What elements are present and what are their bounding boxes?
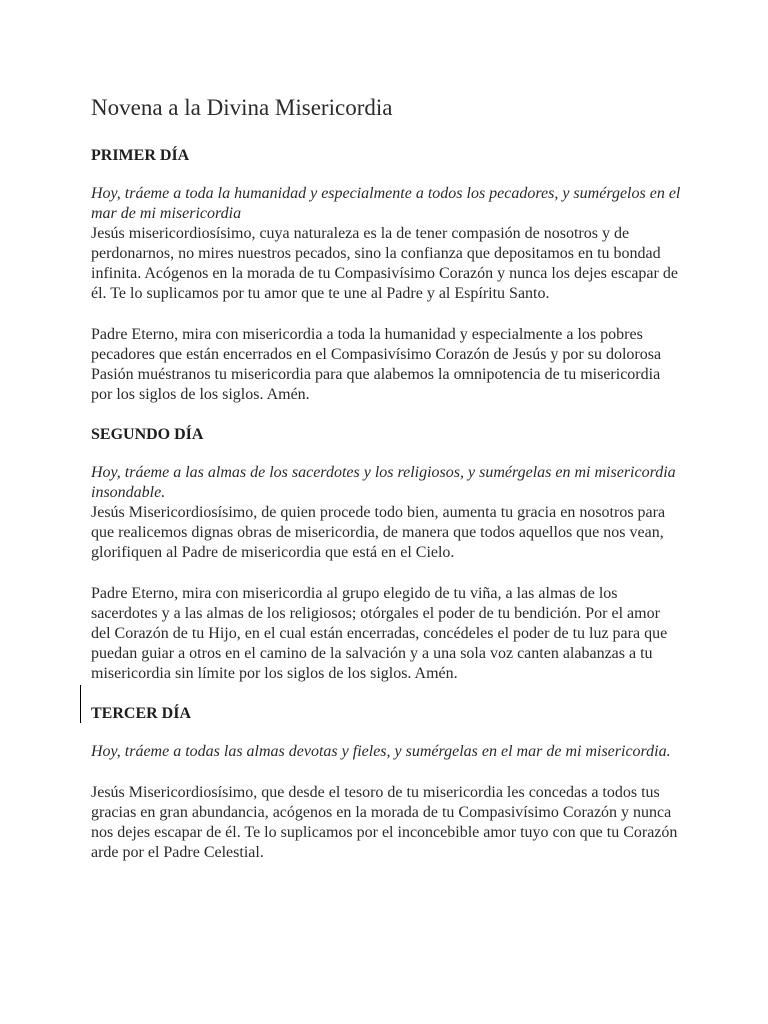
day-prayer-1b: Padre Eterno, mira con misericordia a toda la humanidad y especialmente a los pobres pecadores que están encerrados en el Compasivísimo Corazón de Jesús y por su dolorosa Pasión muéstranos tu misericordia para que alabemos la omnipotencia de tu misericordia por los siglos de los siglos. Amén. [91,326,662,403]
day-heading-1: PRIMER DÍA [91,147,190,164]
document-title: Novena a la Divina Misericordia [91,95,393,120]
section-segundo-dia [91,424,681,684]
day-prayer-2a: Jesús Misericordiosísimo, de quien procede todo bien, aumenta tu gracia en nosotros para que realicemos dignas obras de misericordia, de manera que todos aquellos que nos vean, glorifiquen al Padre de misericordia que está en el Cielo. [91,504,666,561]
text-cursor [80,685,81,723]
day-heading-3: TERCER DÍA [91,705,192,722]
day-heading-2: SEGUNDO DÍA [91,426,204,443]
day-prayer-1a: Jesús misericordiosísimo, cuya naturaleza es la de tener compasión de nosotros y de perdonarnos, no mires nuestros pecados, sino la confianza que depositamos en tu bondad infinita. Acógenos en la morada de tu Compasivísimo Corazón y nunca los dejes escapar de él. Te lo suplicamos por tu amor que te une al Padre y al Espíritu Santo. [91,225,678,302]
day-prayer-2b: Padre Eterno, mira con misericordia al grupo elegido de tu viña, a las almas de los sacerdotes y a las almas de los religiosos; otórgales el poder de tu bendición. Por el amor del Corazón de tu Hijo, en el cual están encerradas, concédeles el poder de tu luz para que puedan guiar a otros en el camino de la salvación y a una sola voz canten alabanzas a tu misericordia sin límite por los siglos de los siglos. Amén. [91,585,668,682]
day-prayer-3a: Jesús Misericordiosísimo, que desde el tesoro de tu misericordia les concedas a todos tus gracias en gran abundancia, acógenos en la morada de tu Compasivísimo Corazón y nunca nos dejes escapar de él. Te lo suplicamos por el inconcebible amor tuyo con que tu Corazón arde por el Padre Celestial. [91,784,678,861]
day-intro-2: Hoy, tráeme a las almas de los sacerdotes y los religiosos, y sumérgelas en mi misericordia insondable. [91,464,676,501]
section-tercer-dia [91,703,681,863]
day-intro-3: Hoy, tráeme a todas las almas devotas y fieles, y sumérgelas en el mar de mi misericordia. [91,743,671,760]
day-intro-1: Hoy, tráeme a toda la humanidad y especialmente a todos los pecadores, y sumérgelos en el mar de mi misericordia [91,185,681,222]
document-page [91,92,681,863]
section-primer-dia [91,145,681,405]
